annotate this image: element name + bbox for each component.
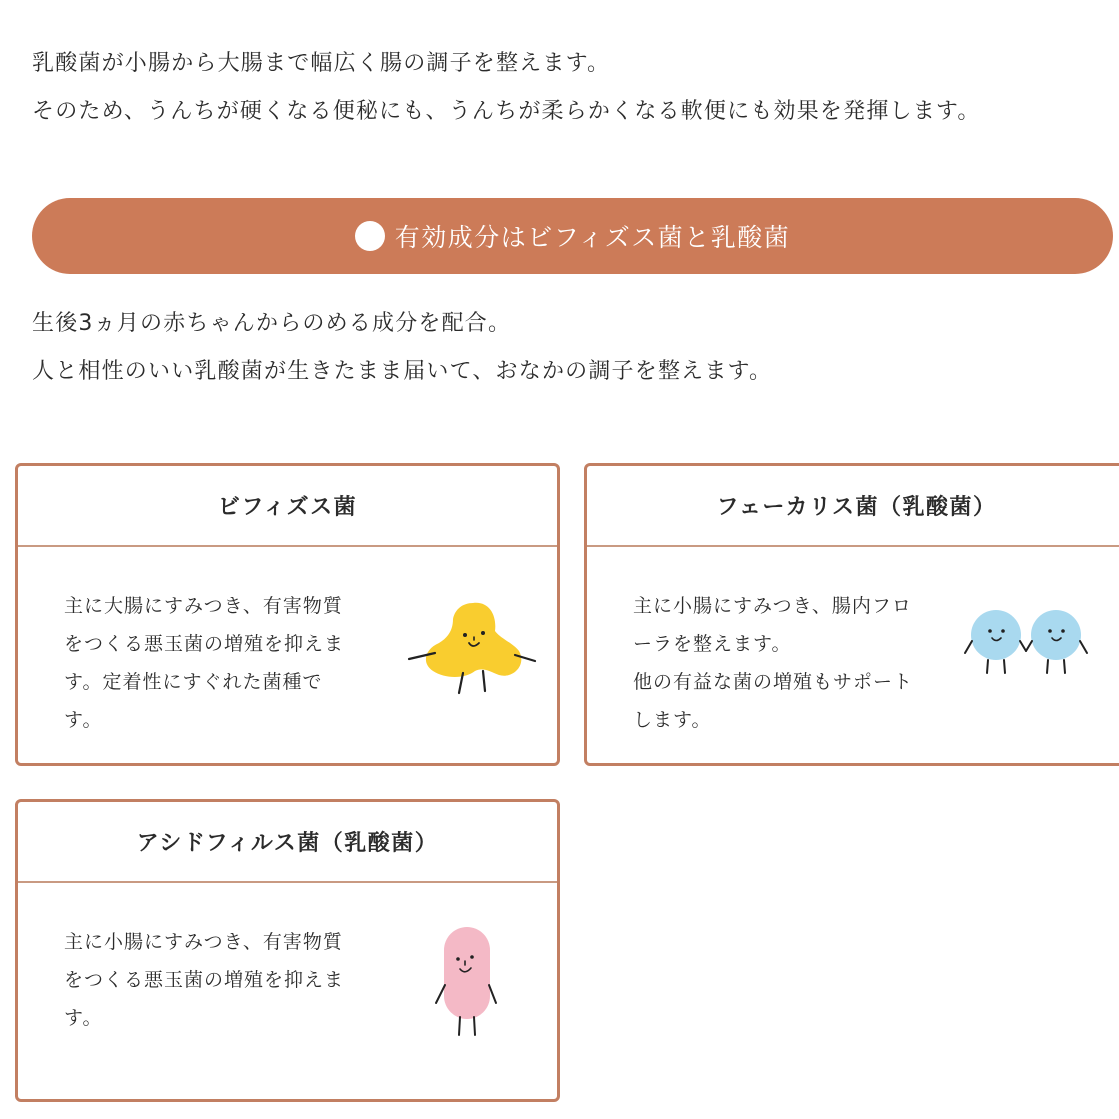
card-description: 主に小腸にすみつき、有害物質 をつくる悪玉菌の増殖を抑えま す。: [64, 931, 345, 1029]
card-title: フェーカリス菌（乳酸菌）: [587, 466, 1119, 547]
card-title: アシドフィルス菌（乳酸菌）: [18, 802, 557, 883]
intro-line-1: 乳酸菌が小腸から大腸まで幅広く腸の調子を整えます。: [32, 51, 611, 76]
card-acidophilus: [15, 799, 560, 1102]
circle-bullet-icon: [355, 221, 385, 251]
card-bifidus: [15, 463, 560, 766]
card-description: 主に大腸にすみつき、有害物質 をつくる悪玉菌の増殖を抑えま す。定着性にすぐれた菌種で す。: [64, 595, 345, 731]
card-title: ビフィズス菌: [18, 466, 557, 547]
intro-line-2: そのため、うんちが硬くなる便秘にも、うんちが柔らかくなる軟便にも効果を発揮します。: [32, 99, 981, 124]
sub-line-1: 生後3ヵ月の赤ちゃんからのめる成分を配合。: [32, 311, 512, 336]
pink-acidophilus-mascot-icon: [428, 923, 508, 1038]
card-faecalis: [584, 463, 1119, 766]
sub-text: [32, 300, 1112, 396]
banner-title: 有効成分はビフィズス菌と乳酸菌: [394, 223, 791, 252]
sub-line-2: 人と相性のいい乳酸菌が生きたまま届いて、おなかの調子を整えます。: [32, 359, 773, 384]
section-banner: [32, 198, 1113, 274]
intro-text: [32, 40, 1112, 136]
card-description: 主に小腸にすみつき、腸内フロ ーラを整えます。 他の有益な菌の増殖もサポート します。: [633, 595, 914, 731]
yellow-bifidus-mascot-icon: [403, 595, 543, 705]
blue-faecalis-mascot-icon: [961, 605, 1096, 680]
